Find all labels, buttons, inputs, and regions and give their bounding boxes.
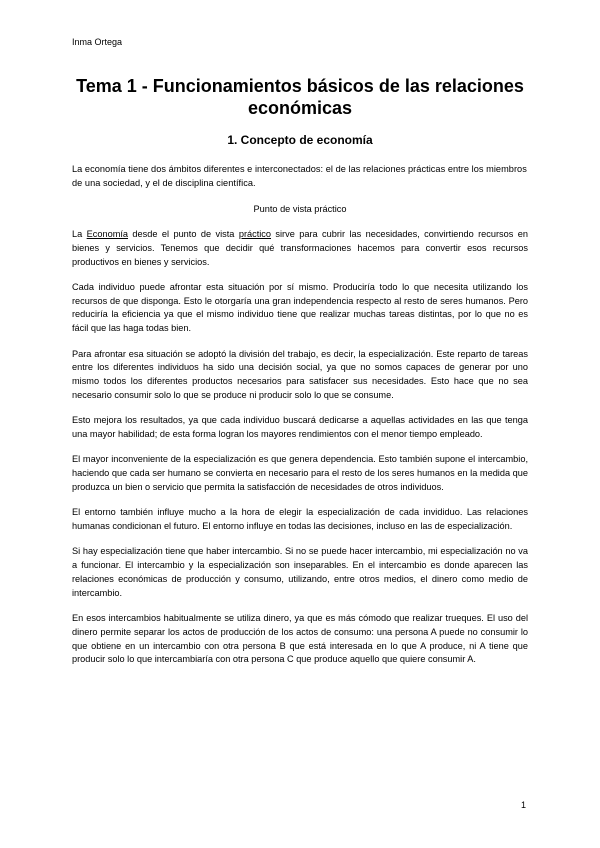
paragraph-7: Si hay especialización tiene que haber intercambio. Si no se puede hacer intercambio, mi especialización no va a funcionar. El intercambio y la especialización son inseparables. En el intercambio es donde aparecen las relaciones económicas de producción y consumo, utilizando, entre otros medios, el dinero como medio de intercambio.: [72, 546, 528, 598]
paragraph-1: [72, 228, 528, 269]
body-text: [72, 228, 528, 679]
subheading: Punto de vista práctico: [253, 204, 347, 214]
author-name: Inma Ortega: [72, 37, 123, 47]
text-fragment: sirve para cubrir las necesidades, convirtiendo recursos en bienes y servicios. Tenemos que decidir qué transformaciones hacemos para convertir esos recursos productivos en bienes y servicios.: [72, 229, 528, 267]
page-number: 1: [521, 800, 527, 810]
intro-paragraph: La economía tiene dos ámbitos diferentes e interconectados: el de las relaciones prácticas entre los miembros de una sociedad, y el de disciplina científica.: [72, 164, 527, 188]
paragraph-5: El mayor inconveniente de la especialización es que genera dependencia. Esto también supone el intercambio, haciendo que cada ser humano se convierta en necesario para el resto de los seres humanos en la medida que produzca un bien o servicio que permita la satisfacción de necesidades de otros individuos.: [72, 454, 528, 492]
term-economia: Economía: [86, 229, 129, 239]
text-fragment: desde el punto de vista: [128, 229, 239, 239]
paragraph-6: El entorno también influye mucho a la hora de elegir la especialización de cada invididuo. Las relaciones humanas condicionan el futuro. El entorno influye en todas las decisiones, incluso en las de especialización.: [72, 507, 528, 532]
text-fragment: La: [72, 229, 87, 239]
document-title: Tema 1 - Funcionamientos básicos de las relaciones económicas: [76, 76, 524, 118]
paragraph-4: Esto mejora los resultados, ya que cada individuo buscará dedicarse a aquellas actividades en las que tenga una mayor habilidad; de esta forma logran los mayores rendimientos con el menor tiempo empleado.: [72, 415, 528, 440]
paragraph-2: Cada individuo puede afrontar esta situación por sí mismo. Produciría todo lo que necesita utilizando los recursos de que disponga. Esto le otorgaría una gran independencia respecto al resto de seres humanos. Pero reduciría la eficiencia ya que el mismo individuo tiene que realizar muchas tareas distintas, por lo que no es fácil que las haga todas bien.: [72, 281, 528, 334]
term-practico: práctico: [238, 229, 271, 239]
paragraph-8: En esos intercambios habitualmente se utiliza dinero, ya que es más cómodo que realizar trueques. El uso del dinero permite separar los actos de producción de los actos de consumo: una persona A puede no consumir lo que obtiene en un intercambio con otra persona B que está interesada en lo que A produce, ni A tiene que producir solo lo que intercambiaría con otra persona C que produce aquello que quiere consumir A.: [72, 613, 528, 665]
paragraph-3: Para afrontar esa situación se adoptó la división del trabajo, es decir, la especialización. Este reparto de tareas entre los diferentes individuos ha sido una decisión social, ya que no somos capaces de generar por uno mismo todos los diferentes productos necesarios para satisfacer sus necesidades. Esto hace que no sea necesario consumir solo lo que se produce ni producir solo lo que se consume.: [72, 348, 528, 400]
section-title: 1. Concepto de economía: [227, 133, 373, 147]
